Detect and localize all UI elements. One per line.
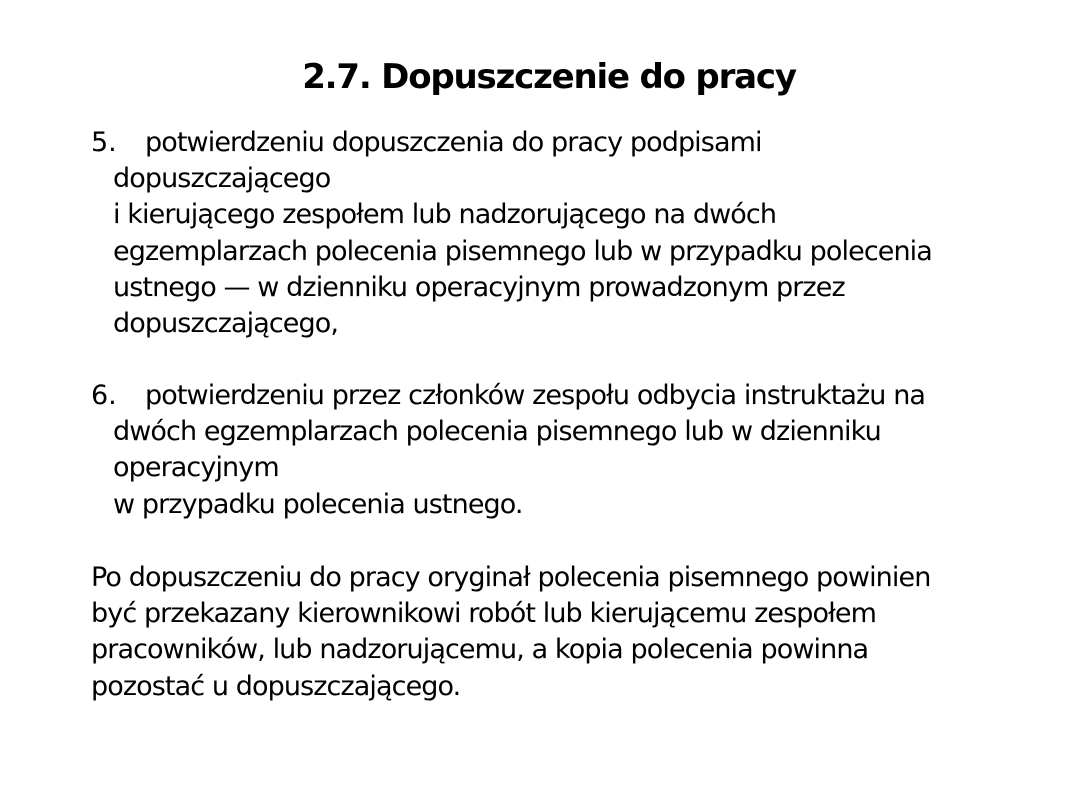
list-item-line: potwierdzeniu dopuszczenia do pracy podpisami bbox=[145, 127, 762, 158]
paragraph-line: pozostać u dopuszczającego. bbox=[91, 670, 461, 702]
paragraph-line: Po dopuszczeniu do pracy oryginał polecenia pisemnego powinien bbox=[91, 562, 931, 593]
paragraph-line: być przekazany kierownikowi robót lub kierującemu zespołem bbox=[91, 598, 877, 630]
list-item-line: dopuszczającego bbox=[113, 163, 331, 195]
list-item-line: operacyjnym bbox=[113, 452, 279, 484]
list-item-line: i kierującego zespołem lub nadzorującego na dwóch bbox=[113, 199, 777, 231]
closing-paragraph bbox=[91, 560, 991, 705]
list-item-number: 6. bbox=[91, 380, 117, 411]
list-item-line: egzemplarzach polecenia pisemnego lub w przypadku polecenia bbox=[113, 235, 932, 267]
paragraph-line: pracowników, lub nadzorującemu, a kopia polecenia powinna bbox=[91, 634, 869, 666]
list-item-number: 5. bbox=[91, 127, 117, 158]
slide-title: 2.7. Dopuszczenie do pracy bbox=[302, 57, 796, 97]
list-item-line: w przypadku polecenia ustnego. bbox=[113, 488, 523, 520]
list-item-line: dwóch egzemplarzach polecenia pisemnego lub w dzienniku bbox=[113, 416, 881, 448]
list-item-6 bbox=[91, 378, 991, 523]
list-item-line: ustnego — w dzienniku operacyjnym prowadzonym przez bbox=[113, 271, 845, 303]
list-item-line: dopuszczającego, bbox=[113, 308, 339, 340]
list-item-line: potwierdzeniu przez członków zespołu odbycia instruktażu na bbox=[145, 380, 926, 411]
list-item-5 bbox=[91, 125, 991, 342]
